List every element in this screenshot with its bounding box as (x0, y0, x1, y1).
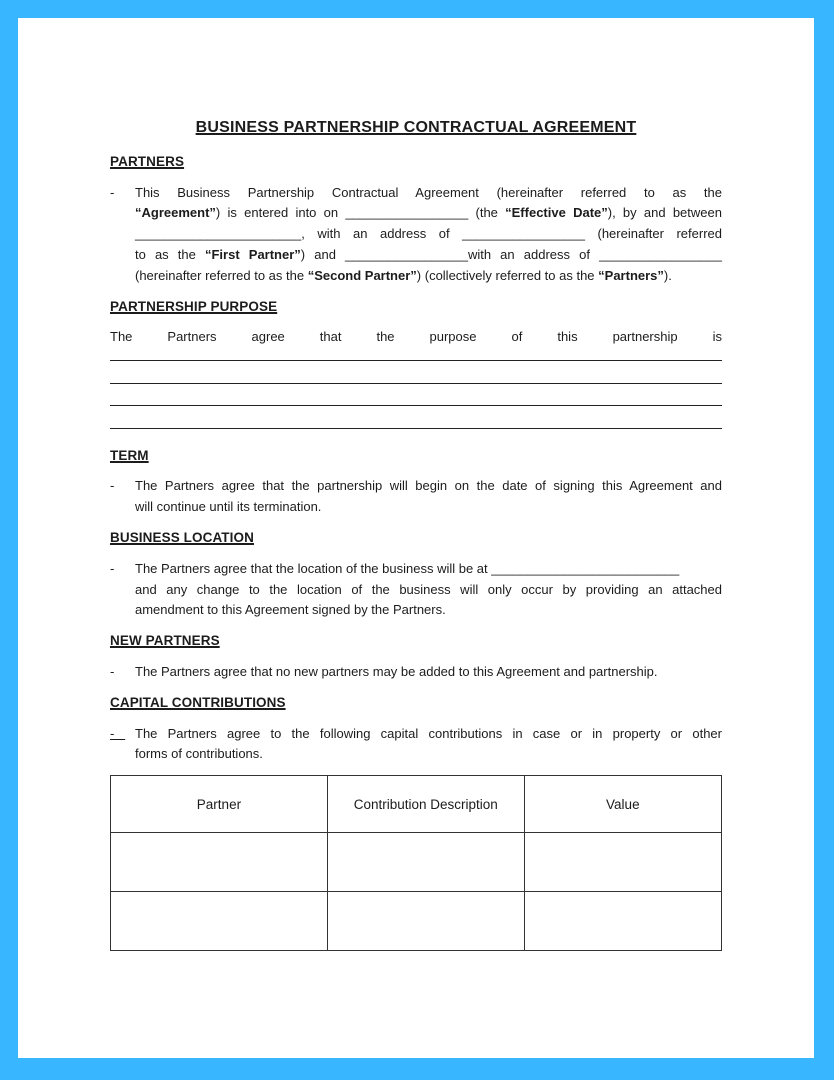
text-run: ) and _________________with an address of _________________ (300, 246, 722, 262)
text-run: to as the (135, 246, 205, 262)
table-header-value: Value (524, 776, 721, 833)
bullet-dash: - (110, 184, 115, 200)
text-run: (hereinafter referred to as the (135, 267, 308, 283)
section-heading-new-partners (110, 631, 722, 652)
capital-contributions-paragraph (110, 724, 722, 766)
table-cell (327, 833, 524, 892)
paragraph-line (110, 327, 722, 348)
writein-rule-line (110, 406, 722, 429)
section-heading-partners-label: PARTNERS (110, 153, 185, 169)
table-row (111, 833, 722, 892)
document-title: BUSINESS PARTNERSHIP CONTRACTUAL AGREEMENT (195, 119, 637, 136)
bullet-dash: - (110, 478, 115, 494)
text-run: The Partners agree that no new partners may be added to this Agreement and partnership. (135, 664, 658, 680)
text-run-bold: “First Partner” (204, 246, 301, 262)
text-run: and any change to the location of the business will only occur by providing an attached (135, 581, 722, 597)
text-run: ), by and between (607, 205, 722, 221)
text-run-bold: “Effective Date” (505, 205, 608, 221)
section-heading-term-label: TERM (110, 447, 149, 463)
paragraph-line (135, 476, 722, 497)
text-run: The Partners agree that the location of the business will be at __________________________ (135, 560, 680, 576)
table-cell (111, 892, 328, 951)
paragraph-line (135, 245, 722, 266)
writein-rule-line (110, 384, 722, 407)
section-heading-partnership-purpose (110, 297, 722, 318)
table-header-contribution-description: Contribution Description (327, 776, 524, 833)
section-heading-capital-contributions-label: CAPITAL CONTRIBUTIONS (110, 694, 286, 710)
paragraph-line (135, 744, 722, 765)
purpose-writein-area (110, 348, 722, 429)
paragraph-line (135, 580, 722, 601)
text-run: The Partners agree that the partnership will begin on the date of signing this Agreement and (135, 478, 722, 494)
paragraph-line (135, 600, 722, 621)
text-run: amendment to this Agreement signed by the Partners. (135, 602, 446, 618)
text-run-bold: “Partners” (598, 267, 664, 283)
text-run: The Partners agree that the purpose of this partnership is (110, 329, 722, 345)
table-header-row (111, 776, 722, 833)
text-run: The Partners agree to the following capital contributions in case or in property or other (135, 725, 722, 741)
partners-paragraph (110, 183, 722, 287)
paragraph-line (135, 224, 722, 245)
text-run: _______________________, with an address of _________________ (hereinafter referred (135, 226, 722, 242)
capital-contributions-table (110, 775, 722, 951)
purpose-paragraph (110, 327, 722, 348)
paragraph-line (135, 266, 722, 287)
table-row (111, 892, 722, 951)
bullet-dash: - (110, 560, 115, 576)
section-heading-partnership-purpose-label: PARTNERSHIP PURPOSE (110, 298, 278, 314)
text-run: forms of contributions. (135, 746, 263, 762)
text-run: will continue until its termination. (135, 499, 322, 515)
section-heading-business-location-label: BUSINESS LOCATION (110, 530, 254, 546)
writein-rule-line (110, 361, 722, 384)
paragraph-line (135, 559, 722, 580)
section-heading-capital-contributions (110, 693, 722, 714)
paragraph-line (135, 203, 722, 224)
section-heading-term (110, 446, 722, 467)
text-run: ) (collectively referred to as the (416, 267, 599, 283)
bullet-dash: - (110, 664, 115, 680)
writein-rule-line (110, 348, 722, 361)
paragraph-line (135, 183, 722, 204)
text-run-bold: “Agreement” (135, 205, 216, 221)
table-header-partner: Partner (111, 776, 328, 833)
paragraph-line (135, 497, 722, 518)
paragraph-line (135, 724, 722, 745)
paragraph-line (135, 662, 722, 683)
table-cell (524, 833, 721, 892)
section-heading-business-location (110, 528, 722, 549)
table-cell (327, 892, 524, 951)
new-partners-paragraph (110, 662, 722, 683)
bullet-dash-underlined: - (110, 725, 126, 741)
section-heading-new-partners-label: NEW PARTNERS (110, 633, 220, 649)
section-heading-partners (110, 152, 722, 173)
text-run: ) is entered into on _________________ (the (215, 205, 506, 221)
term-paragraph (110, 476, 722, 518)
text-run: ). (663, 267, 672, 283)
text-run: This Business Partnership Contractual Agreement (hereinafter referred to as the (135, 184, 722, 200)
table-cell (111, 833, 328, 892)
business-location-paragraph (110, 559, 722, 621)
table-cell (524, 892, 721, 951)
document-page (18, 18, 814, 1058)
text-run-bold: “Second Partner” (307, 267, 417, 283)
